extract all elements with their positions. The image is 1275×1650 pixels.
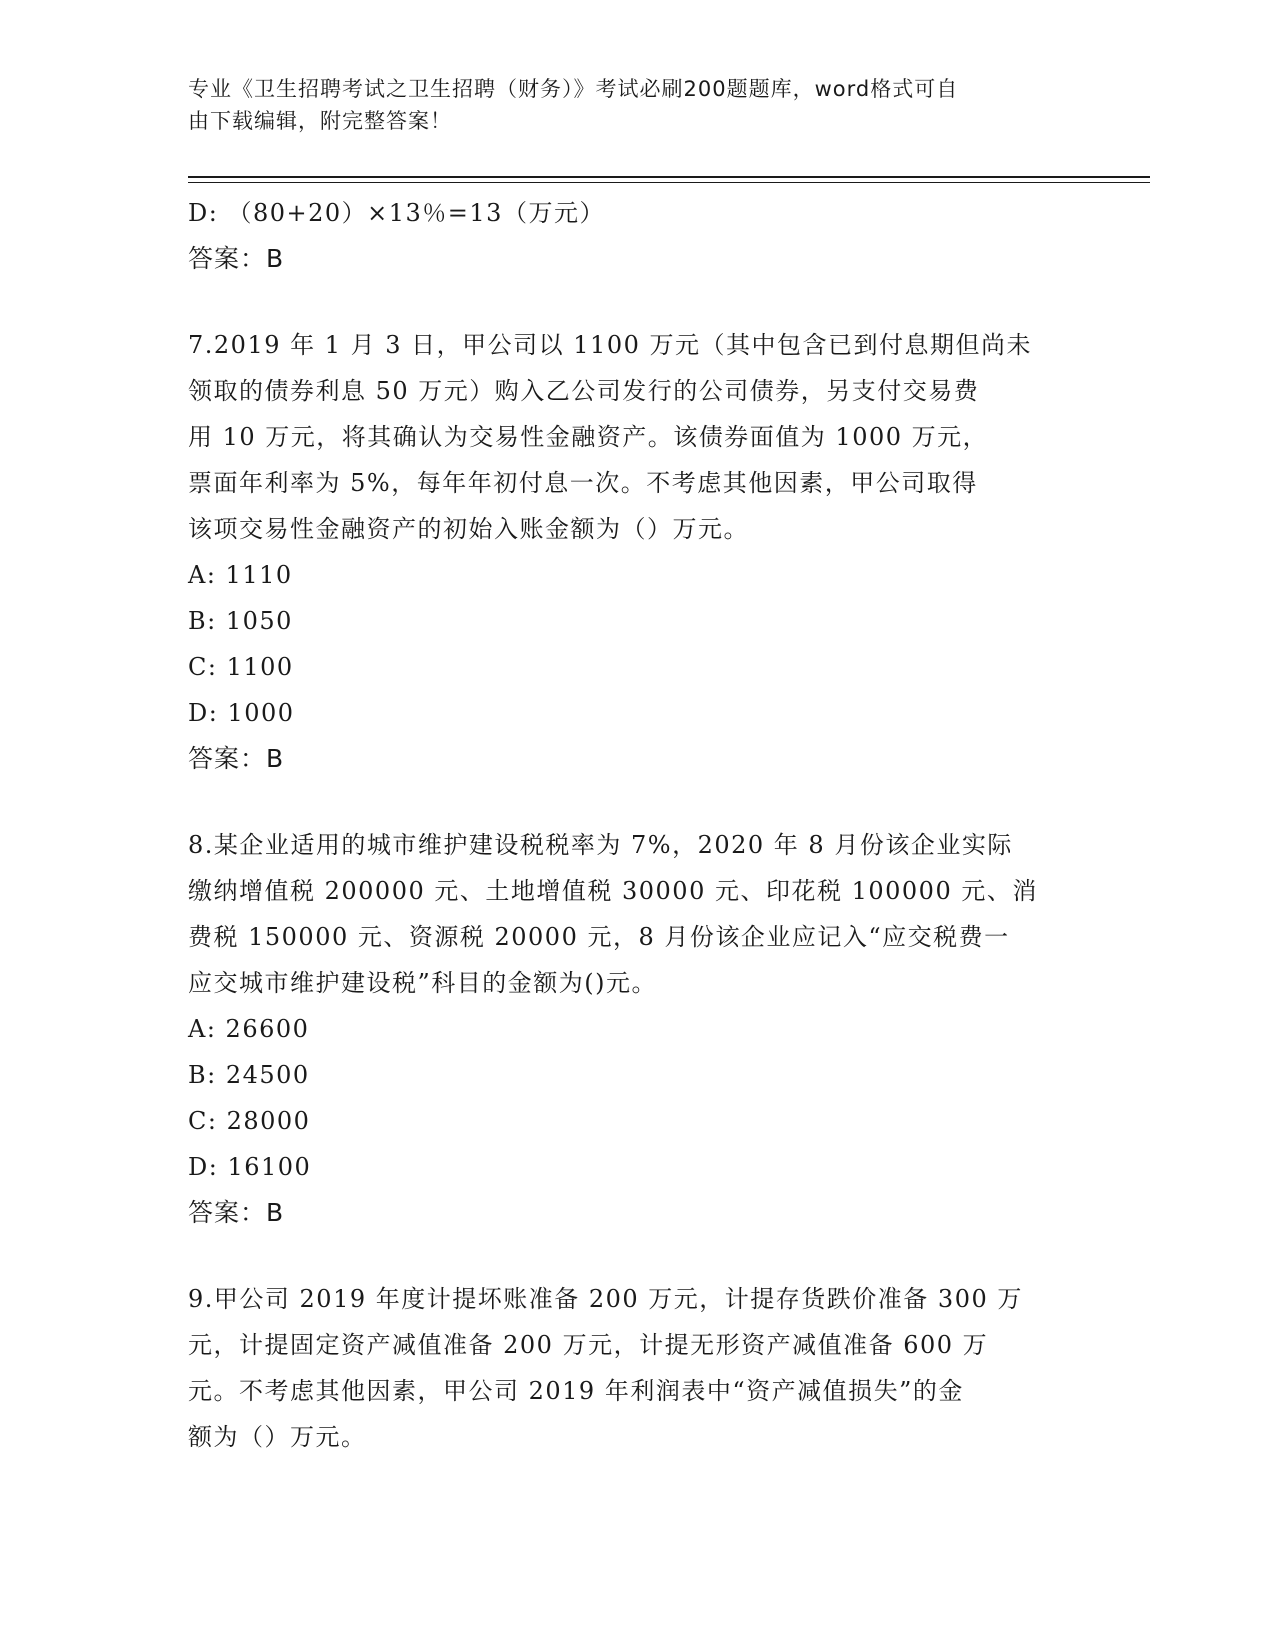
question-text-line: 元，计提固定资产减值准备 200 万元，计提无形资产减值准备 600 万 — [188, 1331, 989, 1359]
answer-label: 答案：B — [188, 744, 285, 773]
question-text-line: 9.甲公司 2019 年度计提坏账准备 200 万元，计提存货跌价准备 300 万 — [188, 1285, 1023, 1313]
question-text-line: 应交城市维护建设税”科目的金额为()元。 — [188, 969, 657, 997]
option-d: D: （80+20）×13％=13（万元） — [188, 199, 605, 227]
question-text-line: 票面年利率为 5%，每年年初付息一次。不考虑其他因素，甲公司取得 — [188, 469, 978, 497]
question-7 — [188, 322, 1078, 782]
question-text-line: 缴纳增值税 200000 元、土地增值税 30000 元、印花税 100000 元、消 — [188, 877, 1038, 905]
question-text-line: 7.2019 年 1 月 3 日，甲公司以 1100 万元（其中包含已到付息期但尚未 — [188, 331, 1032, 359]
option-b: B: 1050 — [188, 607, 293, 635]
question-text-line: 额为（）万元。 — [188, 1423, 367, 1451]
question-text-line: 费税 150000 元、资源税 20000 元，8 月份该企业应记入“应交税费一 — [188, 923, 1010, 951]
option-d: D: 1000 — [188, 699, 295, 727]
document-body — [188, 190, 1078, 1460]
header-line-1: 专业《卫生招聘考试之卫生招聘（财务）》考试必刷200题题库，word格式可自 — [188, 77, 959, 101]
option-a: A: 26600 — [188, 1015, 310, 1043]
option-c: C: 28000 — [188, 1107, 311, 1135]
question-text-line: 8.某企业适用的城市维护建设税税率为 7%，2020 年 8 月份该企业实际 — [188, 831, 1013, 859]
question-text-line: 元。不考虑其他因素，甲公司 2019 年利润表中“资产减值损失”的金 — [188, 1377, 964, 1405]
option-c: C: 1100 — [188, 653, 294, 681]
question-text-line: 该项交易性金融资产的初始入账金额为（）万元。 — [188, 515, 749, 543]
spacer — [188, 782, 1078, 822]
header-divider — [188, 176, 1150, 183]
spacer — [188, 1236, 1078, 1276]
option-d: D: 16100 — [188, 1153, 312, 1181]
header-line-2: 由下载编辑，附完整答案！ — [188, 109, 452, 133]
question-text-line: 用 10 万元，将其确认为交易性金融资产。该债券面值为 1000 万元， — [188, 423, 989, 451]
question-8 — [188, 822, 1078, 1236]
question-9 — [188, 1276, 1078, 1460]
option-a: A: 1110 — [188, 561, 293, 589]
question-text-line: 领取的债券利息 50 万元）购入乙公司发行的公司债券，另支付交易费 — [188, 377, 980, 405]
option-b: B: 24500 — [188, 1061, 310, 1089]
spacer — [188, 282, 1078, 322]
answer-label: 答案：B — [188, 244, 285, 273]
document-header — [188, 73, 1088, 137]
previous-question-tail — [188, 190, 1078, 282]
answer-label: 答案：B — [188, 1198, 285, 1227]
